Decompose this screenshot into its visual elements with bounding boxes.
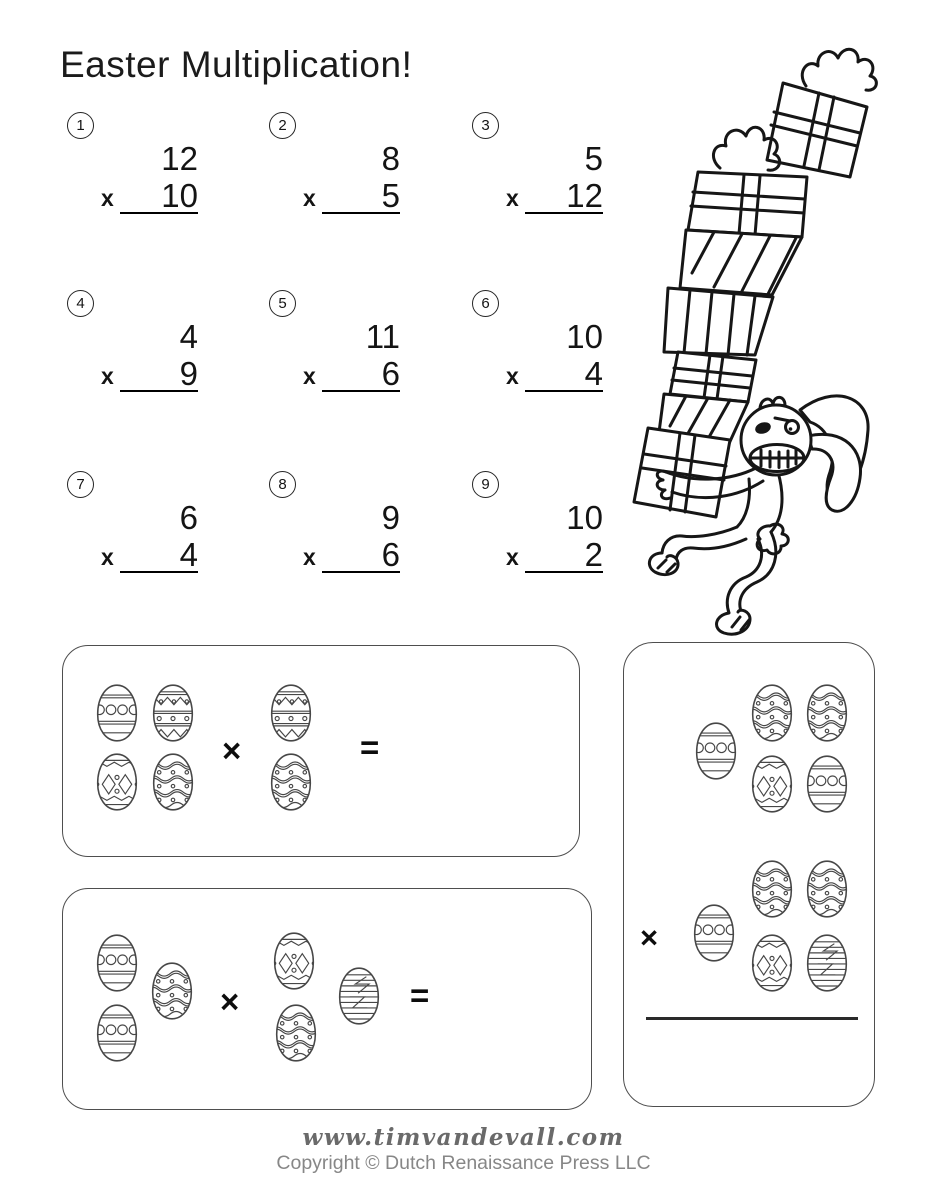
answer-blank bbox=[525, 571, 603, 573]
times-symbol: × bbox=[220, 983, 240, 1020]
multiplicand: 11 bbox=[365, 318, 400, 355]
website-url: www.timvandevall.com bbox=[302, 1124, 625, 1151]
multiplication-problem-2 bbox=[267, 112, 400, 230]
easter-egg-circles bbox=[693, 721, 739, 781]
multiplication-problem-7 bbox=[65, 471, 198, 589]
answer-blank bbox=[322, 571, 400, 573]
answer-blank bbox=[120, 212, 198, 214]
easter-egg-waves bbox=[273, 1003, 319, 1063]
multiplication-problem-5 bbox=[267, 290, 400, 408]
easter-egg-waves bbox=[804, 683, 850, 743]
times-operator: x bbox=[101, 363, 114, 389]
easter-egg-diamond bbox=[749, 933, 795, 993]
easter-egg-diamond bbox=[749, 754, 795, 814]
equals-symbol: = bbox=[410, 977, 430, 1014]
problem-number: 9 bbox=[472, 471, 499, 498]
easter-egg-zlines bbox=[336, 966, 382, 1026]
bunny-gifts-illustration bbox=[620, 20, 920, 640]
easter-egg-circles bbox=[691, 903, 737, 963]
picture-problem-box-2 bbox=[62, 888, 592, 1110]
easter-egg-circles bbox=[94, 933, 140, 993]
times-operator: x bbox=[506, 544, 519, 570]
multiplier: 5 bbox=[381, 177, 400, 214]
multiplier: 4 bbox=[179, 536, 198, 573]
multiplier: 6 bbox=[381, 355, 400, 392]
times-operator: x bbox=[303, 185, 316, 211]
problem-number: 4 bbox=[67, 290, 94, 317]
easter-egg-waves bbox=[749, 859, 795, 919]
easter-egg-zigzag bbox=[268, 683, 314, 743]
answer-line bbox=[646, 1017, 858, 1020]
easter-egg-circles bbox=[94, 1003, 140, 1063]
times-symbol: × bbox=[222, 732, 242, 769]
multiplication-problem-3 bbox=[470, 112, 603, 230]
easter-egg-waves bbox=[268, 752, 314, 812]
multiplication-problem-8 bbox=[267, 471, 400, 589]
multiplication-problem-1 bbox=[65, 112, 198, 230]
easter-egg-waves bbox=[749, 683, 795, 743]
problem-number: 3 bbox=[472, 112, 499, 139]
multiplicand: 4 bbox=[179, 318, 198, 355]
gift-box-icon bbox=[688, 172, 807, 237]
multiplicand: 10 bbox=[566, 499, 603, 536]
multiplier: 4 bbox=[584, 355, 603, 392]
multiplicand: 12 bbox=[161, 140, 198, 177]
easter-egg-circles bbox=[804, 754, 850, 814]
equals-symbol: = bbox=[360, 729, 380, 766]
gift-bow-icon bbox=[802, 49, 876, 90]
answer-blank bbox=[322, 390, 400, 392]
times-symbol: × bbox=[640, 920, 659, 955]
easter-egg-zlines bbox=[804, 933, 850, 993]
times-operator: x bbox=[101, 185, 114, 211]
times-operator: x bbox=[101, 544, 114, 570]
page-title: Easter Multiplication! bbox=[60, 44, 413, 85]
answer-blank bbox=[120, 571, 198, 573]
multiplier: 2 bbox=[584, 536, 603, 573]
bunny-ear bbox=[808, 434, 861, 511]
times-operator: x bbox=[506, 185, 519, 211]
easter-egg-circles bbox=[94, 683, 140, 743]
easter-egg-diamond bbox=[94, 752, 140, 812]
answer-blank bbox=[525, 212, 603, 214]
bunny-foot bbox=[717, 610, 750, 634]
easter-egg-diamond bbox=[271, 931, 317, 991]
answer-blank bbox=[322, 212, 400, 214]
multiplier: 9 bbox=[179, 355, 198, 392]
multiplier: 10 bbox=[161, 177, 198, 214]
multiplier: 12 bbox=[566, 177, 603, 214]
picture-problem-box-3 bbox=[623, 642, 875, 1107]
problem-number: 1 bbox=[67, 112, 94, 139]
multiplication-problem-4 bbox=[65, 290, 198, 408]
times-operator: x bbox=[303, 544, 316, 570]
multiplicand: 6 bbox=[179, 499, 198, 536]
easter-egg-waves bbox=[150, 752, 196, 812]
problem-number: 7 bbox=[67, 471, 94, 498]
problem-number: 8 bbox=[269, 471, 296, 498]
problem-number: 6 bbox=[472, 290, 499, 317]
multiplier: 6 bbox=[381, 536, 400, 573]
times-operator: x bbox=[303, 363, 316, 389]
easter-egg-waves bbox=[804, 859, 850, 919]
problem-number: 5 bbox=[269, 290, 296, 317]
answer-blank bbox=[525, 390, 603, 392]
multiplicand: 8 bbox=[381, 140, 400, 177]
easter-egg-zigzag bbox=[150, 683, 196, 743]
easter-egg-waves bbox=[149, 961, 195, 1021]
gift-box-icon bbox=[664, 288, 773, 355]
multiplicand: 9 bbox=[381, 499, 400, 536]
multiplicand: 5 bbox=[584, 140, 603, 177]
multiplicand: 10 bbox=[566, 318, 603, 355]
picture-problem-box-1 bbox=[62, 645, 580, 857]
multiplication-problem-9 bbox=[470, 471, 603, 589]
multiplication-problem-6 bbox=[470, 290, 603, 408]
times-operator: x bbox=[506, 363, 519, 389]
copyright-text: Copyright © Dutch Renaissance Press LLC bbox=[276, 1152, 651, 1174]
problem-number: 2 bbox=[269, 112, 296, 139]
answer-blank bbox=[120, 390, 198, 392]
